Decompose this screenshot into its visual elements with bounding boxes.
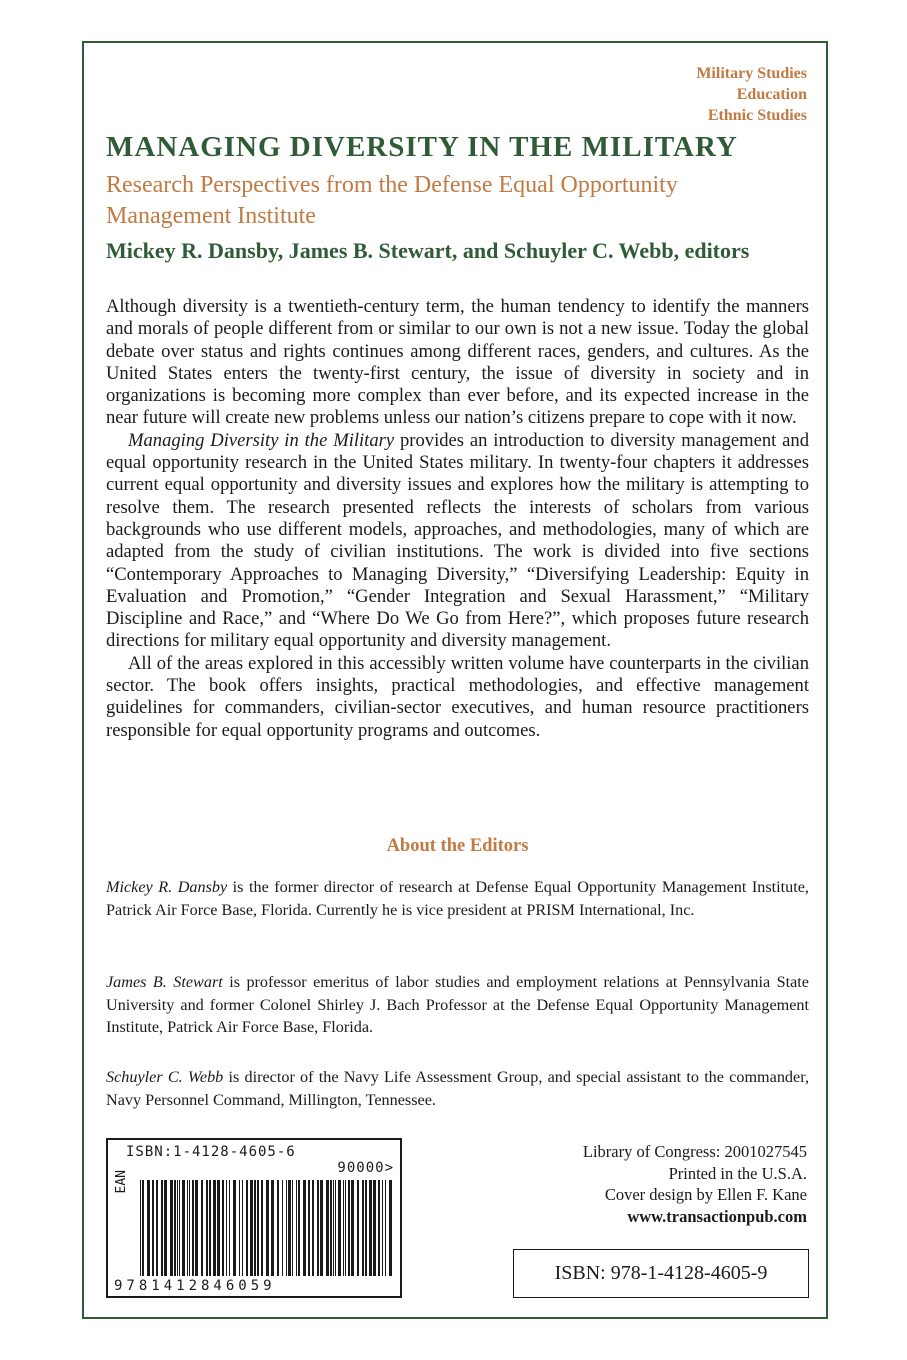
bio-name: Schuyler C. Webb	[106, 1068, 224, 1086]
barcode-bar	[206, 1180, 208, 1276]
barcode-bar	[152, 1180, 154, 1276]
bio-name: James B. Stewart	[106, 973, 223, 991]
category-education: Education	[736, 86, 807, 103]
barcode-digits: 9781412846059	[114, 1278, 276, 1294]
barcode-bar	[161, 1180, 163, 1276]
barcode-bar	[217, 1180, 220, 1276]
bio-stewart	[106, 971, 809, 1039]
barcode-bar	[177, 1180, 178, 1276]
bio-text: is professor emeritus of labor studies and employment relations at Pennsylvania State University and former Colonel Shirley J. Bach Professor at the Defense Equal Opportunity Management Institute, Patrick Air Force Base, Florida.	[106, 973, 809, 1036]
barcode-bar	[348, 1180, 350, 1276]
barcode-bar	[357, 1180, 359, 1276]
about-editors-heading: About the Editors	[386, 836, 529, 856]
book-editors: Mickey R. Dansby, James B. Stewart, and Schuyler C. Webb, editors	[106, 238, 750, 263]
barcode-bar	[222, 1180, 224, 1276]
barcode-bar	[226, 1180, 227, 1276]
barcode-bar	[170, 1180, 173, 1276]
barcode-bar	[174, 1180, 176, 1276]
barcode-bar	[209, 1180, 211, 1276]
barcode-bar	[326, 1180, 329, 1276]
barcode-bar	[266, 1180, 269, 1276]
barcode-bar	[373, 1180, 376, 1276]
cover-design-credit: Cover design by Ellen F. Kane	[604, 1185, 807, 1204]
barcode-bar	[335, 1180, 336, 1276]
barcode-bar	[296, 1180, 297, 1276]
barcode-bar	[351, 1180, 354, 1276]
barcode-bar	[156, 1180, 158, 1276]
barcode-price-code: 90000>	[337, 1160, 394, 1176]
barcode-bar	[389, 1180, 392, 1276]
barcode-bar	[286, 1180, 287, 1276]
description-paragraph-2-text: provides an introduction to diversity management and equal opportunity research in the United States military. In twenty-four chapters it addresses current equal opportunity and diversity issues and explores how the military is attempting to resolve them. The research presented reflects the interests of scholars from various backgrounds who use different models, approaches, and methodologies, many of which are adapted from the study of civilian institutions. The work is divided into five sections “Contemporary Approaches to Managing Diversity,” “Diversifying Leadership: Equity in Evaluation and Promotion,” “Gender Integration and Sexual Harassment,” “Military Discipline and Race,” and “Where Do We Go from Here?”, which proposes future research directions for military equal opportunity and diversity management.	[106, 429, 809, 652]
barcode-bar	[365, 1180, 367, 1276]
barcode-bar	[333, 1180, 334, 1276]
barcode-bar	[142, 1180, 144, 1276]
imprint-info	[583, 1141, 807, 1227]
barcode-bar	[179, 1180, 180, 1276]
description-paragraph-3: All of the areas explored in this accessibly written volume have counterparts in the civilian sector. The book offers insights, practical methodologies, and effective management guidelines for commanders, civilian-sector executives, and human resource practitioners responsible for equal opportunity programs and outcomes.	[106, 652, 809, 741]
bio-name: Mickey R. Dansby	[106, 878, 228, 896]
barcode-bar	[201, 1180, 203, 1276]
bio-webb	[106, 1066, 809, 1111]
barcode-bar	[362, 1180, 364, 1276]
barcode-bar	[257, 1180, 259, 1276]
barcode-bar	[385, 1180, 386, 1276]
book-subtitle: Research Perspectives from the Defense Equal Opportunity Management Institute	[106, 172, 678, 229]
barcode-ean-label: EAN	[114, 1170, 129, 1194]
barcode	[106, 1138, 402, 1298]
barcode-bar	[187, 1180, 188, 1276]
barcode-bar	[288, 1180, 291, 1276]
barcode-bar	[271, 1180, 274, 1276]
description-paragraph-2	[106, 430, 809, 653]
barcode-bar	[382, 1180, 383, 1276]
bio-dansby	[106, 876, 809, 921]
bio-text: is director of the Navy Life Assessment Group, and special assistant to the commander, Navy Personnel Command, Millington, Tennessee.	[106, 1068, 809, 1109]
barcode-bar	[246, 1180, 248, 1276]
barcode-bar	[303, 1180, 306, 1276]
barcode-bar	[378, 1180, 380, 1276]
barcode-bar	[312, 1180, 314, 1276]
barcode-bar	[317, 1180, 319, 1276]
barcode-bar	[330, 1180, 332, 1276]
barcode-bar	[254, 1180, 256, 1276]
category-military-studies: Military Studies	[696, 65, 807, 82]
barcode-bar	[369, 1180, 372, 1276]
barcode-bar	[277, 1180, 279, 1276]
barcode-bar	[189, 1180, 190, 1276]
barcode-bar	[308, 1180, 310, 1276]
barcode-bar	[343, 1180, 344, 1276]
barcode-bar	[345, 1180, 346, 1276]
book-title: MANAGING DIVERSITY IN THE MILITARY	[106, 131, 738, 163]
isbn-13-box: ISBN: 978-1-4128-4605-9	[513, 1249, 809, 1298]
description-paragraph-1: Although diversity is a twentieth-century term, the human tendency to identify the manners and morals of people different from or similar to our own is not a new issue. Today the global debate over status and rights continues among different races, genders, and cultures. As the United States enters the twenty-first century, the issue of diversity in society and in organizations is becoming more complex than ever before, and its expected increase in the near future will create new problems unless our nation’s citizens prepare to cope with it now.	[106, 296, 809, 429]
bio-text: is the former director of research at Defense Equal Opportunity Management Institute, Patrick Air Force Base, Florida. Currently he is vice president at PRISM International, Inc.	[106, 878, 809, 919]
barcode-bar	[239, 1180, 240, 1276]
barcode-bar	[338, 1180, 341, 1276]
barcode-bar	[229, 1180, 230, 1276]
barcode-bar	[250, 1180, 253, 1276]
barcode-bar	[140, 1180, 141, 1276]
barcode-bar	[164, 1180, 167, 1276]
barcode-bar	[233, 1180, 236, 1276]
barcode-bar	[282, 1180, 283, 1276]
publisher-website: www.transactionpub.com	[627, 1206, 807, 1226]
barcode-bar	[182, 1180, 185, 1276]
barcode-bar	[261, 1180, 263, 1276]
subject-categories	[696, 63, 807, 126]
category-ethnic-studies: Ethnic Studies	[707, 107, 807, 124]
barcode-isbn-label: ISBN:1-4128-4605-6	[126, 1144, 296, 1160]
barcode-bars	[136, 1180, 398, 1276]
barcode-bar	[242, 1180, 243, 1276]
barcode-bar	[298, 1180, 300, 1276]
barcode-bar	[147, 1180, 150, 1276]
description	[106, 296, 809, 742]
barcode-bar	[292, 1180, 293, 1276]
barcode-bar	[192, 1180, 194, 1276]
book-title-italic: Managing Diversity in the Military	[128, 429, 395, 451]
library-of-congress: Library of Congress: 2001027545	[582, 1142, 807, 1161]
barcode-bar	[213, 1180, 216, 1276]
barcode-bar	[195, 1180, 198, 1276]
barcode-bar	[320, 1180, 323, 1276]
printed-in: Printed in the U.S.A.	[668, 1163, 807, 1183]
